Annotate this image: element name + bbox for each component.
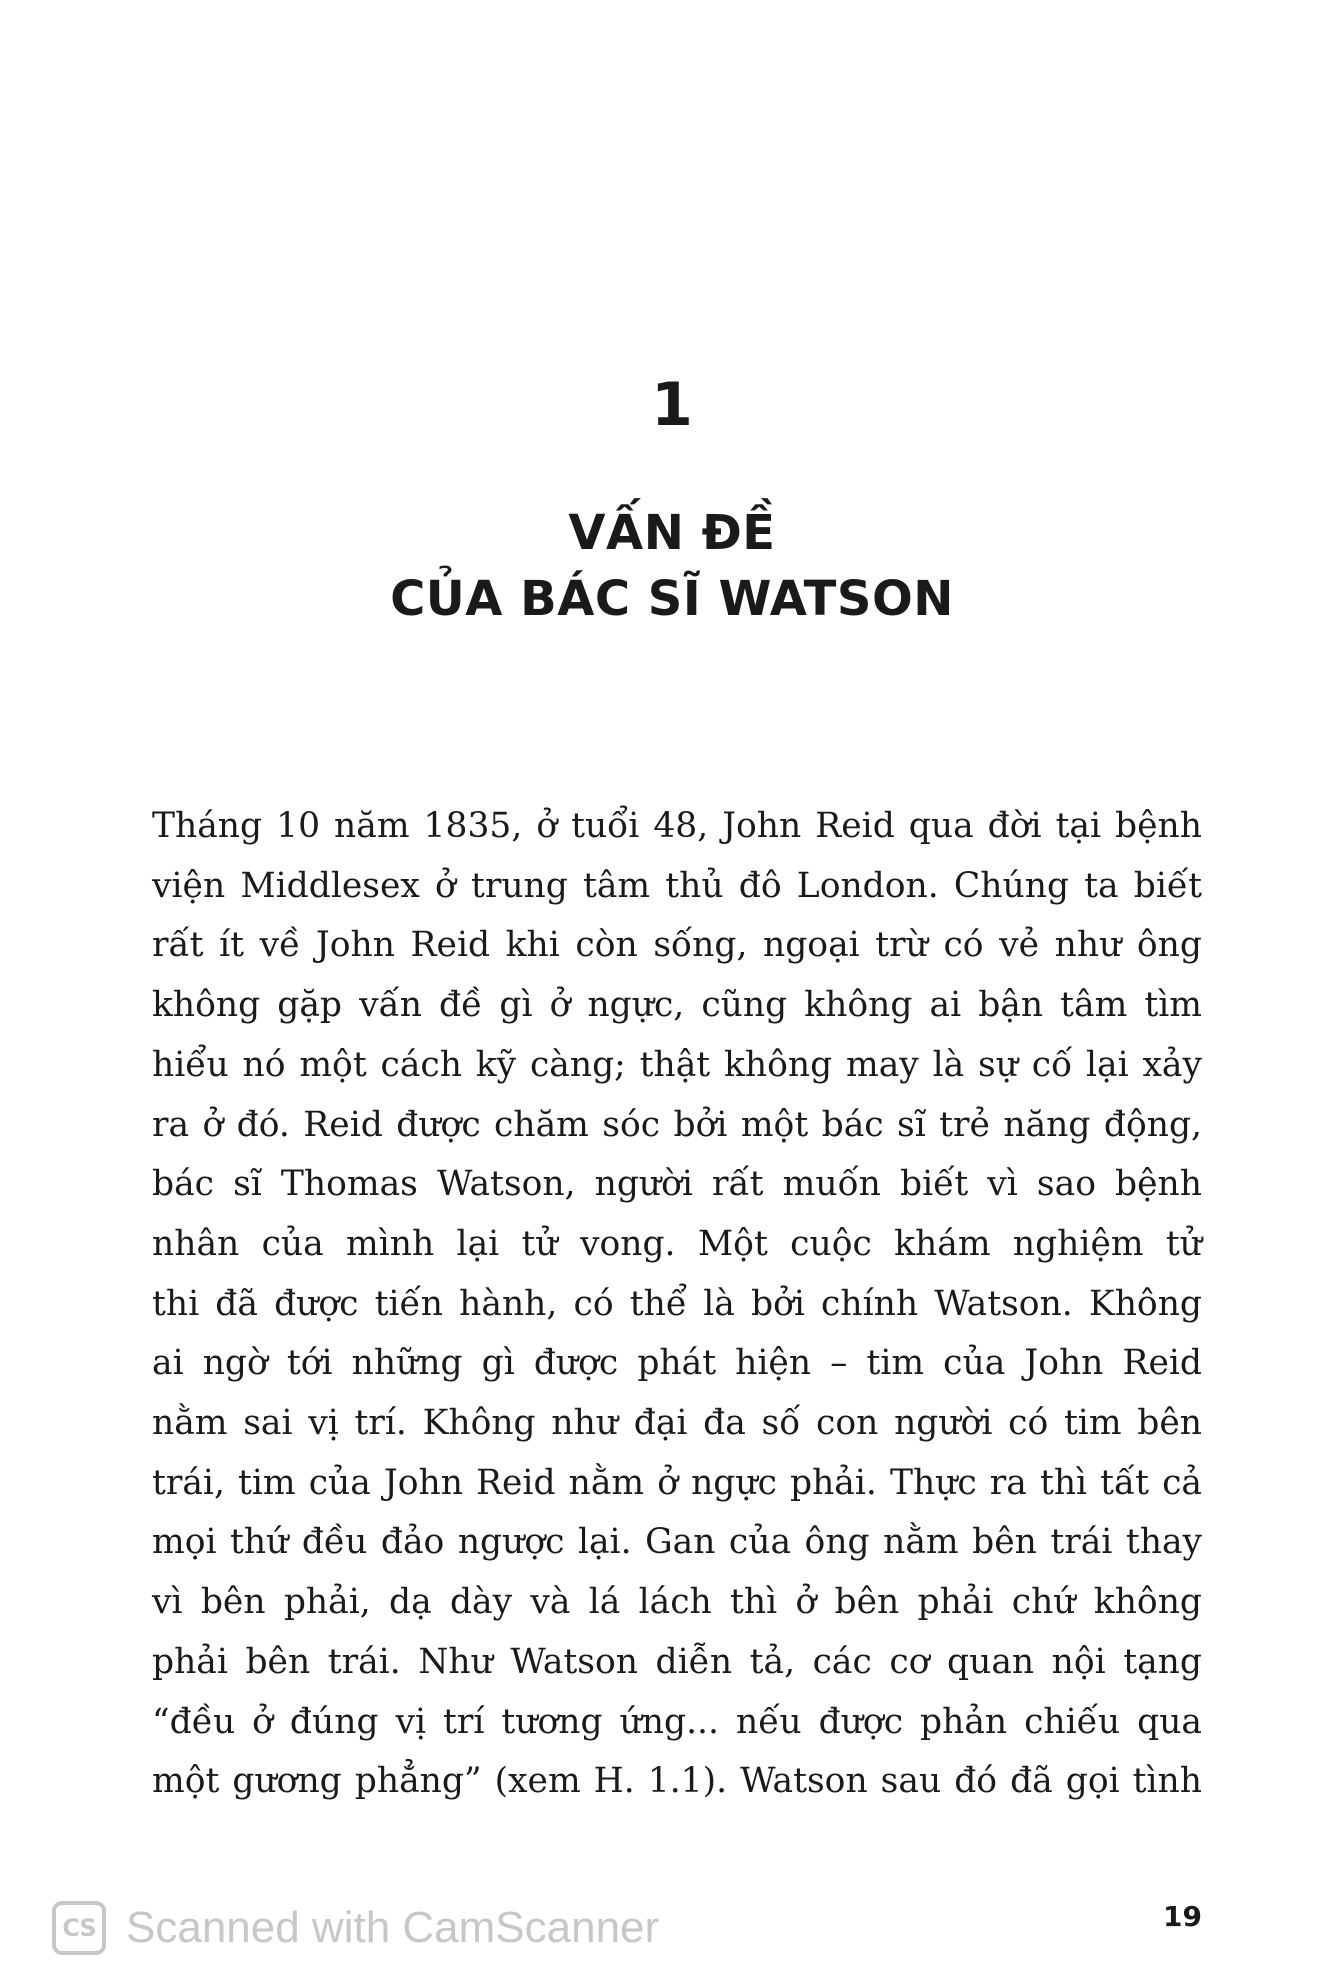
body-line: mọi thứ đều đảo ngược lại. Gan của ông nằm bên trái thay xyxy=(152,1522,1202,1563)
body-line: trái, tim của John Reid nằm ở ngực phải. Thực ra thì tất cả xyxy=(152,1462,1202,1503)
watermark-text: Scanned with CamScanner xyxy=(126,1903,660,1952)
body-line: rất ít về John Reid khi còn sống, ngoại trừ có vẻ như ông xyxy=(152,925,1202,966)
chapter-title-line-2: CỦA BÁC SĨ WATSON xyxy=(390,571,954,627)
chapter-title-line-1: VẤN ĐỀ xyxy=(568,505,776,561)
body-line: viện Middlesex ở trung tâm thủ đô London. Chúng ta biết xyxy=(152,865,1202,906)
page-number: 19 xyxy=(1163,1900,1202,1933)
camscanner-watermark xyxy=(52,1898,659,1958)
body-line: ra ở đó. Reid được chăm sóc bởi một bác sĩ trẻ năng động, xyxy=(152,1104,1202,1145)
chapter-title xyxy=(0,500,1344,632)
body-line: Tháng 10 năm 1835, ở tuổi 48, John Reid qua đời tại bệnh xyxy=(152,806,1202,846)
body-line: bác sĩ Thomas Watson, người rất muốn biết vì sao bệnh xyxy=(152,1164,1202,1205)
body-paragraph xyxy=(152,797,1202,1812)
body-line: nằm sai vị trí. Không như đại đa số con người có tim bên xyxy=(152,1403,1202,1444)
body-line: một gương phẳng” (xem H. 1.1). Watson sau đó đã gọi tình xyxy=(152,1761,1202,1802)
body-line: nhân của mình lại tử vong. Một cuộc khám nghiệm tử xyxy=(152,1223,1202,1264)
camscanner-logo-icon: CS xyxy=(52,1901,106,1955)
body-line: vì bên phải, dạ dày và lá lách thì ở bên phải chứ không xyxy=(152,1582,1202,1623)
body-line: phải bên trái. Như Watson diễn tả, các cơ quan nội tạng xyxy=(152,1641,1202,1682)
body-line: không gặp vấn đề gì ở ngực, cũng không ai bận tâm tìm xyxy=(152,985,1202,1026)
body-line: “đều ở đúng vị trí tương ứng... nếu được phản chiếu qua xyxy=(152,1701,1202,1742)
chapter-number: 1 xyxy=(651,370,693,440)
body-line: thi đã được tiến hành, có thể là bởi chính Watson. Không xyxy=(152,1283,1202,1324)
body-line: ai ngờ tới những gì được phát hiện – tim của John Reid xyxy=(152,1343,1202,1384)
body-line: hiểu nó một cách kỹ càng; thật không may là sự cố lại xảy xyxy=(152,1044,1202,1085)
